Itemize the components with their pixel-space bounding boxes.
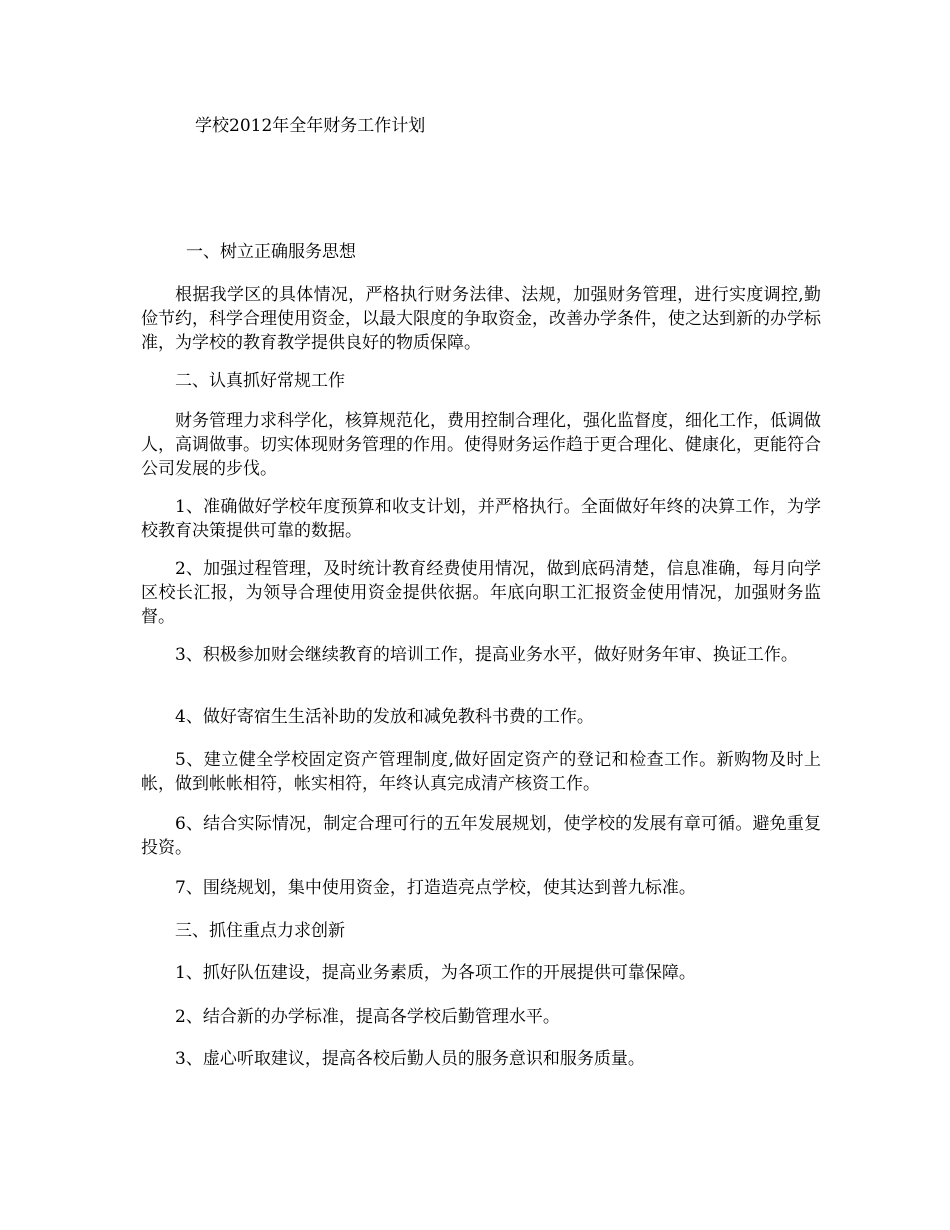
paragraph: 财务管理力求科学化，核算规范化，费用控制合理化，强化监督度，细化工作，低调做人，高调做事。切实体现财务管理的作用。使得财务运作趋于更合理化、健康化，更能符合公司发展的步伐。 [141,411,821,479]
document-title: 学校2012年全年财务工作计划 [195,116,426,136]
list-item: 6、结合实际情况，制定合理可行的五年发展规划，使学校的发展有章可循。避免重复投资。 [141,814,821,858]
section-heading-2: 二、认真抓好常规工作 [175,371,345,391]
list-item: 3、积极参加财会继续教育的培训工作，提高业务水平，做好财务年审、换证工作。 [175,645,798,665]
list-item: 2、加强过程管理，及时统计教育经费使用情况，做到底码清楚，信息准确，每月向学区校长汇报，为领导合理使用资金提供依据。年底向职工汇报资金使用情况，加强财务监督。 [141,559,821,627]
list-item: 4、做好寄宿生生活补助的发放和减免教科书费的工作。 [175,707,594,727]
list-item: 2、结合新的办学标准，提高各学校后勤管理水平。 [175,1007,560,1027]
list-item: 5、建立健全学校固定资产管理制度,做好固定资产的登记和检查工作。新购物及时上帐，做到帐帐相符，帐实相符，年终认真完成清产核资工作。 [141,750,821,794]
section-heading-3: 三、抓住重点力求创新 [175,921,345,941]
list-item: 1、抓好队伍建设，提高业务素质，为各项工作的开展提供可靠保障。 [175,963,696,983]
list-item: 1、准确做好学校年度预算和收支计划，并严格执行。全面做好年终的决算工作，为学校教育决策提供可靠的数据。 [141,497,821,541]
section-heading-1: 一、树立正确服务思想 [186,242,356,262]
list-item: 7、围绕规划，集中使用资金，打造造亮点学校，使其达到普九标准。 [175,878,696,898]
list-item: 3、虚心听取建议，提高各校后勤人员的服务意识和服务质量。 [175,1049,645,1069]
paragraph: 根据我学区的具体情况，严格执行财务法律、法规，加强财务管理，进行实度调控,勤俭节约，科学合理使用资金，以最大限度的争取资金，改善办学条件，使之达到新的办学标准，为学校的教育教学提供良好的物质保障。 [141,285,821,353]
